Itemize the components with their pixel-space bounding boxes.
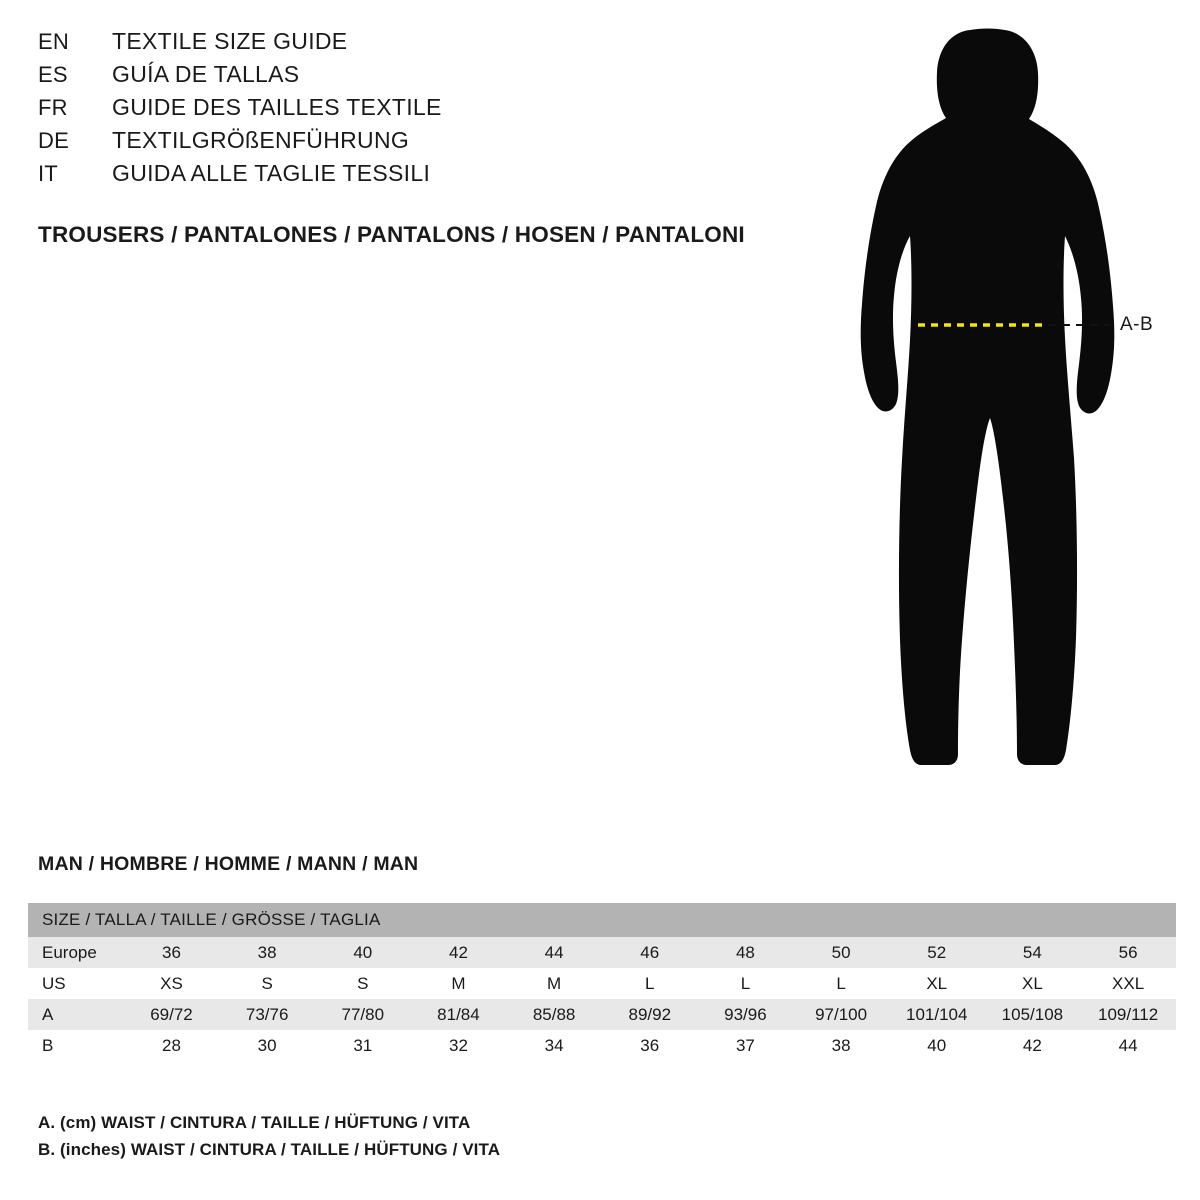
cell: 42	[411, 937, 507, 968]
cell: 85/88	[506, 999, 602, 1030]
language-header-block	[38, 28, 818, 193]
cell: XL	[985, 968, 1081, 999]
cell: 40	[315, 937, 411, 968]
table-row	[28, 968, 1176, 999]
language-code: IT	[38, 161, 58, 186]
language-code: DE	[38, 128, 69, 153]
cell: 105/108	[985, 999, 1081, 1030]
cell: 109/112	[1080, 999, 1176, 1030]
footnotes-block	[38, 1109, 938, 1163]
cell: L	[602, 968, 698, 999]
cell: XS	[124, 968, 220, 999]
garment-type-line: TROUSERS / PANTALONES / PANTALONS / HOSEN / PANTALONI	[38, 222, 745, 247]
row-label: US	[28, 968, 124, 999]
row-label: A	[28, 999, 124, 1030]
cell: 97/100	[793, 999, 889, 1030]
row-label: B	[28, 1030, 124, 1061]
cell: 73/76	[219, 999, 315, 1030]
cell: 52	[889, 937, 985, 968]
cell: 77/80	[315, 999, 411, 1030]
cell: 56	[1080, 937, 1176, 968]
cell: L	[793, 968, 889, 999]
size-table-body	[28, 937, 1176, 1061]
table-row	[28, 999, 1176, 1030]
language-code: FR	[38, 95, 68, 120]
cell: 38	[219, 937, 315, 968]
language-row	[38, 28, 818, 61]
language-row	[38, 160, 818, 193]
table-row	[28, 937, 1176, 968]
cell: 32	[411, 1030, 507, 1061]
cell: 36	[124, 937, 220, 968]
cell: 40	[889, 1030, 985, 1061]
cell: 69/72	[124, 999, 220, 1030]
cell: 42	[985, 1030, 1081, 1061]
footnote-b: B. (inches) WAIST / CINTURA / TAILLE / HÜFTUNG / VITA	[38, 1140, 501, 1159]
silhouette-svg	[820, 20, 1190, 810]
language-title: GUIDE DES TAILLES TEXTILE	[112, 94, 442, 120]
cell: 89/92	[602, 999, 698, 1030]
size-table-head	[28, 903, 1176, 937]
callout-label-ab: A-B	[1120, 314, 1154, 335]
cell: L	[698, 968, 794, 999]
cell: 46	[602, 937, 698, 968]
table-header-row	[28, 903, 1176, 937]
language-title: TEXTILE SIZE GUIDE	[112, 28, 348, 54]
table-row	[28, 1030, 1176, 1061]
cell: 38	[793, 1030, 889, 1061]
cell: XXL	[1080, 968, 1176, 999]
cell: 44	[506, 937, 602, 968]
cell: 93/96	[698, 999, 794, 1030]
cell: 36	[602, 1030, 698, 1061]
cell: 48	[698, 937, 794, 968]
size-table	[28, 903, 1176, 1061]
cell: 44	[1080, 1030, 1176, 1061]
cell: 54	[985, 937, 1081, 968]
language-row	[38, 127, 818, 160]
cell: XL	[889, 968, 985, 999]
cell: 81/84	[411, 999, 507, 1030]
cell: 37	[698, 1030, 794, 1061]
table-section-title: MAN / HOMBRE / HOMME / MANN / MAN	[38, 853, 419, 875]
language-row	[38, 61, 818, 94]
cell: 31	[315, 1030, 411, 1061]
cell: 34	[506, 1030, 602, 1061]
cell: S	[315, 968, 411, 999]
cell: M	[506, 968, 602, 999]
language-row	[38, 94, 818, 127]
language-title: GUIDA ALLE TAGLIE TESSILI	[112, 160, 431, 186]
cell: S	[219, 968, 315, 999]
footnote-a: A. (cm) WAIST / CINTURA / TAILLE / HÜFTUNG / VITA	[38, 1113, 471, 1132]
body-silhouette-figure	[820, 20, 1190, 810]
language-code: ES	[38, 62, 68, 87]
cell: 30	[219, 1030, 315, 1061]
cell: 28	[124, 1030, 220, 1061]
cell: 50	[793, 937, 889, 968]
man-silhouette	[861, 29, 1115, 766]
size-table-header-label: SIZE / TALLA / TAILLE / GRÖSSE / TAGLIA	[28, 903, 1176, 937]
language-title: GUÍA DE TALLAS	[112, 61, 300, 87]
language-title: TEXTILGRÖßENFÜHRUNG	[112, 127, 410, 153]
cell: 101/104	[889, 999, 985, 1030]
language-code: EN	[38, 29, 69, 54]
row-label: Europe	[28, 937, 124, 968]
cell: M	[411, 968, 507, 999]
